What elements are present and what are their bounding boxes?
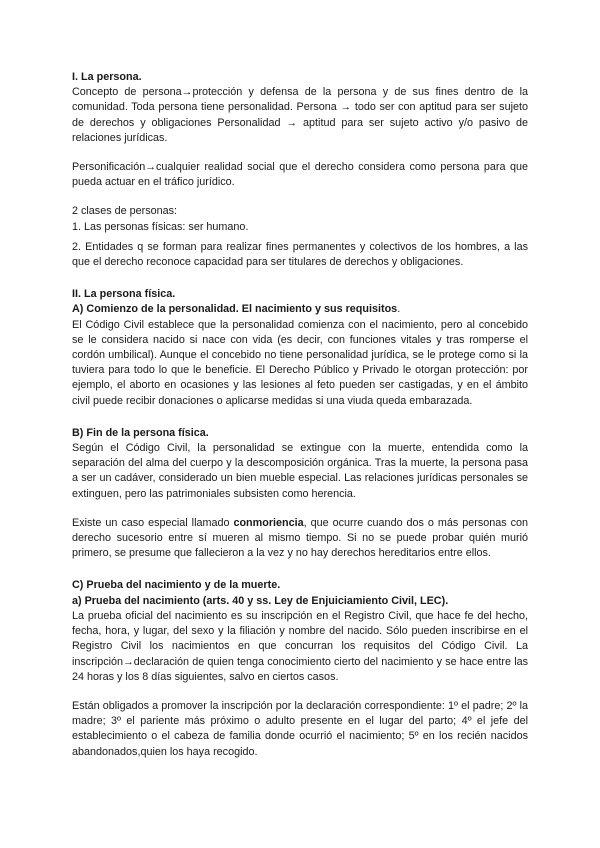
paragraph-prueba-nacimiento: La prueba oficial del nacimiento es su inscripción en el Registro Civil, que hace fe del hecho, fecha, hora, y lugar, del sexo y la filiación y nombre del nacido. Sólo pueden inscribirse en el Registro Civil los nacimientos en que concurran los requisitos del Código Civil. La inscripción→declaración de quien tenga conocimiento cierto del nacimiento y se hace entre las 24 horas y los 8 días siguientes, salvo en ciertos casos. — [72, 609, 528, 683]
subheading-comienzo-text: A) Comienzo de la personalidad. El nacimiento y sus requisitos — [72, 303, 398, 316]
paragraph-conmoriencia — [72, 516, 528, 562]
subheading-fin: B) Fin de la persona física. — [72, 426, 209, 439]
section-heading-persona: I. La persona. — [72, 71, 142, 83]
paragraph-comienzo: El Código Civil establece que la personalidad comienza con el nacimiento, pero al concebido se le considera nacido si nace con vida (es decir, con funciones vitales y tras romperse el cordón umbilical). Aunque el concebido no tiene personalidad jurídica, se le protege como si la tuviera para todo lo que le beneficie. El Derecho Público y Privado le otorgan protección: por ejemplo, el aborto en ocasiones y las lesiones al feto pueden ser castigadas, y en el ámbito civil puede recibir donaciones o aplicarse medidas si una viuda queda embarazada. — [72, 318, 528, 407]
subheading-prueba-nacimiento: a) Prueba del nacimiento (arts. 40 y ss. Ley de Enjuiciamiento Civil, LEC). — [72, 594, 449, 607]
paragraph-personificacion: Personificación→cualquier realidad social que el derecho considera como persona para que pueda actuar en el tráfico jurídico. — [72, 161, 528, 189]
subheading-comienzo-dot: . — [397, 303, 401, 316]
conmoriencia-post: , que ocurre cuando dos o más personas con derecho sucesorio entre sí mueren al mismo tiempo. Si no se puede probar quién murió primero, se presume que fallecieron a la vez y no hay derechos hereditarios entre ellos. — [72, 516, 529, 560]
subheading-comienzo — [72, 302, 528, 317]
section-heading-persona-fisica: II. La persona física. — [72, 288, 176, 301]
conmoriencia-term: conmoriencia — [233, 516, 304, 529]
paragraph-concepto-persona: Concepto de persona→protección y defensa de la persona y de sus fines dentro de la comunidad. Toda persona tiene personalidad. Persona → todo ser con aptitud para ser sujeto de derechos y obligaciones Personalidad → aptitud para ser sujeto activo y/o pasivo de relaciones jurídicas. — [72, 86, 528, 144]
paragraph-fin: Según el Código Civil, la personalidad se extingue con la muerte, entendida como la separación del alma del cuerpo y la descomposición orgánica. Tras la muerte, la persona pasa a ser un cadáver, considerado un bien mueble especial. Las relaciones jurídicas personales se extinguen, pero las patrimoniales subsisten como herencia. — [72, 442, 528, 500]
conmoriencia-pre: Existe un caso especial llamado — [72, 516, 234, 529]
classes-title: 2 clases de personas: — [72, 205, 178, 218]
subheading-prueba: C) Prueba del nacimiento y de la muerte. — [72, 579, 281, 592]
paragraph-obligados: Están obligados a promover la inscripción por la declaración correspondiente: 1º el padre; 2º la madre; 3º el pariente más próximo o adulto presente en el lugar del parto; 4º el jefe del establecimiento o el cabeza de familia donde ocurrió el nacimiento; 5º en los recién nacidos abandonados,quien los haya recogido. — [72, 699, 528, 758]
class-item-1: 1. Las personas físicas: ser humano. — [72, 220, 249, 233]
class-item-2: 2. Entidades q se forman para realizar fines permanentes y colectivos de los hombres, a las que el derecho reconoce capacidad para ser titulares de derechos y obligaciones. — [72, 240, 528, 269]
